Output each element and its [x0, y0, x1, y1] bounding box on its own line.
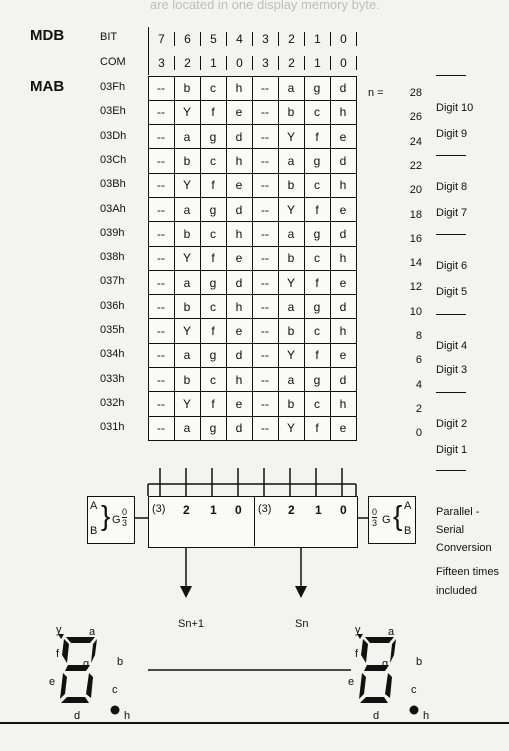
- mab-address: 033h: [100, 372, 125, 385]
- com-header-cell: 0: [331, 56, 357, 70]
- table-cell: c: [304, 246, 331, 271]
- table-cell: --: [148, 246, 175, 271]
- table-cell: --: [148, 76, 175, 101]
- seg-label-y: y: [355, 624, 361, 636]
- fraction-top: 0: [122, 507, 128, 517]
- table-cell: Y: [174, 246, 201, 271]
- bit-header-cell: 1: [305, 32, 331, 46]
- segment-h-right: [410, 706, 419, 715]
- right-gate-g: G: [382, 514, 391, 526]
- segment-c-right: [385, 673, 392, 698]
- com-header-cell: 2: [175, 56, 201, 70]
- table-cell: f: [200, 173, 227, 198]
- digit-2-label: Digit 2: [436, 418, 468, 430]
- table-cell: h: [330, 391, 357, 416]
- n-value: 22: [409, 159, 422, 172]
- seg-label-f: f: [56, 648, 60, 660]
- table-cell: b: [278, 173, 305, 198]
- table-cell: Y: [174, 100, 201, 125]
- table-cell: a: [174, 124, 201, 149]
- table-cell: c: [200, 76, 227, 101]
- table-cell: d: [330, 294, 357, 319]
- table-cell: f: [304, 197, 331, 222]
- table-cell: c: [304, 100, 331, 125]
- digit-1-label: Digit 1: [436, 444, 468, 456]
- table-cell: --: [148, 294, 175, 319]
- seg-label-c: c: [112, 684, 118, 696]
- table-cell: f: [200, 246, 227, 271]
- note-fifteen: Fifteen times: [436, 566, 499, 578]
- output-sn-plus-1: Sn+1: [178, 618, 204, 630]
- fraction-top: 0: [372, 507, 378, 517]
- table-cell: g: [304, 294, 331, 319]
- n-equals-label: n =: [368, 87, 384, 99]
- table-cell: c: [304, 173, 331, 198]
- table-cell: --: [252, 416, 279, 441]
- left-gate-g: G: [112, 514, 121, 526]
- table-cell: f: [304, 343, 331, 368]
- segment-b-left: [91, 639, 97, 663]
- table-cell: h: [226, 76, 253, 101]
- table-cell: c: [200, 367, 227, 392]
- table-cell: --: [148, 197, 175, 222]
- table-cell: b: [278, 246, 305, 271]
- table-cell: a: [174, 416, 201, 441]
- table-cell: b: [174, 76, 201, 101]
- table-cell: g: [200, 124, 227, 149]
- table-cell: --: [252, 100, 279, 125]
- table-cell: d: [330, 148, 357, 173]
- table-cell: c: [200, 221, 227, 246]
- seg-label-d: d: [373, 710, 380, 722]
- table-cell: --: [148, 318, 175, 343]
- table-cell: --: [252, 76, 279, 101]
- table-cell: e: [226, 318, 253, 343]
- table-cell: --: [252, 391, 279, 416]
- table-cell: Y: [278, 416, 305, 441]
- left-gate-fraction: [122, 507, 127, 528]
- table-cell: Y: [278, 124, 305, 149]
- right-gate-brace: {: [393, 500, 403, 531]
- fraction-bottom: 3: [122, 518, 128, 528]
- table-cell: b: [278, 318, 305, 343]
- table-cell: Y: [278, 343, 305, 368]
- table-cell: f: [200, 391, 227, 416]
- left-gate-input-a: A: [90, 500, 98, 512]
- table-cell: e: [330, 343, 357, 368]
- table-cell: g: [304, 367, 331, 392]
- table-cell: e: [226, 173, 253, 198]
- bottom-rule: [0, 722, 509, 724]
- segment-f-left: [62, 639, 69, 663]
- header-text: are located in one display memory byte.: [150, 0, 380, 12]
- table-cell: c: [304, 318, 331, 343]
- table-cell: g: [304, 76, 331, 101]
- table-cell: h: [330, 246, 357, 271]
- mab-address: 03Ch: [100, 153, 127, 166]
- segment-e-right: [359, 673, 366, 699]
- table-cell: d: [226, 124, 253, 149]
- segment-c-left: [86, 673, 93, 698]
- seven-segment-digit-right: [337, 628, 457, 723]
- table-cell: f: [304, 124, 331, 149]
- table-cell: g: [200, 270, 227, 295]
- com-header-cell: 3: [149, 56, 175, 70]
- table-cell: Y: [278, 270, 305, 295]
- table-cell: d: [226, 197, 253, 222]
- table-cell: d: [226, 343, 253, 368]
- n-value: 24: [409, 135, 422, 148]
- right-gate-input-b: B: [404, 525, 412, 537]
- table-cell: c: [200, 148, 227, 173]
- segment-d-right: [360, 697, 388, 703]
- table-cell: a: [278, 76, 305, 101]
- table-cell: a: [278, 294, 305, 319]
- table-cell: g: [200, 197, 227, 222]
- digit-6-label: Digit 6: [436, 260, 468, 272]
- mab-address: 036h: [100, 299, 125, 312]
- mab-address: 03Bh: [100, 178, 126, 191]
- note-included: included: [436, 585, 477, 597]
- fraction-bottom: 3: [372, 518, 378, 528]
- table-cell: --: [252, 367, 279, 392]
- bit-header-cell: 0: [331, 32, 357, 46]
- seg-label-h: h: [124, 710, 131, 722]
- segment-f-right: [361, 639, 368, 663]
- table-cell: e: [330, 197, 357, 222]
- table-cell: e: [330, 270, 357, 295]
- com-header-cell: 3: [253, 56, 279, 70]
- note-conversion: Conversion: [436, 542, 492, 554]
- n-value: 20: [409, 184, 422, 197]
- mab-address: 038h: [100, 251, 125, 264]
- table-cell: --: [148, 391, 175, 416]
- note-parallel: Parallel -: [436, 506, 480, 518]
- digit-3-label: Digit 3: [436, 364, 468, 376]
- seg-label-e: e: [49, 676, 56, 688]
- mab-address: 03Dh: [100, 129, 127, 142]
- left-gate-input-b: B: [90, 525, 98, 537]
- table-cell: b: [278, 391, 305, 416]
- n-value: 28: [409, 87, 422, 99]
- table-cell: --: [252, 318, 279, 343]
- table-cell: d: [330, 221, 357, 246]
- bit-header-cell: 4: [227, 32, 253, 46]
- register-bit: (3): [152, 503, 166, 515]
- table-cell: --: [252, 197, 279, 222]
- bit-header-cell: 7: [149, 32, 175, 46]
- bit-header-cell: 3: [253, 32, 279, 46]
- seg-label-a: a: [89, 626, 96, 638]
- bit-label: BIT: [100, 31, 118, 43]
- table-cell: --: [252, 221, 279, 246]
- table-cell: --: [148, 343, 175, 368]
- table-cell: b: [278, 100, 305, 125]
- seg-label-b: b: [117, 656, 124, 668]
- n-value: 10: [409, 305, 422, 318]
- table-cell: c: [304, 391, 331, 416]
- table-cell: Y: [278, 197, 305, 222]
- table-cell: a: [174, 270, 201, 295]
- seg-label-h: h: [423, 710, 430, 722]
- table-cell: --: [252, 294, 279, 319]
- table-cell: --: [148, 270, 175, 295]
- com-header-cell: 0: [227, 56, 253, 70]
- mab-address: 039h: [100, 226, 125, 239]
- n-value: 16: [409, 232, 422, 245]
- table-cell: b: [174, 148, 201, 173]
- n-value: 8: [415, 330, 422, 342]
- seg-label-c: c: [411, 684, 417, 696]
- seven-segment-digit-left: [38, 628, 158, 723]
- segment-h-left: [111, 706, 120, 715]
- table-cell: --: [148, 221, 175, 246]
- table-cell: f: [200, 318, 227, 343]
- table-cell: --: [148, 173, 175, 198]
- right-gate-fraction: [372, 507, 377, 528]
- table-cell: --: [252, 124, 279, 149]
- table-cell: h: [226, 367, 253, 392]
- register-bit: 1: [315, 503, 322, 517]
- table-cell: h: [226, 294, 253, 319]
- register-bit: 0: [340, 503, 347, 517]
- seg-label-b: b: [416, 656, 423, 668]
- table-cell: h: [330, 100, 357, 125]
- mab-label: MAB: [30, 78, 65, 95]
- bit-header-cell: 5: [201, 32, 227, 46]
- table-cell: f: [200, 100, 227, 125]
- mab-address: 037h: [100, 275, 125, 288]
- table-cell: g: [200, 416, 227, 441]
- digit-7-label: Digit 7: [436, 207, 468, 219]
- bit-header-cell: 6: [175, 32, 201, 46]
- table-cell: b: [174, 294, 201, 319]
- n-value: 18: [409, 208, 422, 221]
- mab-address: 03Eh: [100, 105, 126, 118]
- mab-address: 031h: [100, 421, 125, 434]
- table-cell: d: [330, 367, 357, 392]
- table-cell: a: [174, 343, 201, 368]
- table-cell: h: [226, 221, 253, 246]
- seg-label-f: f: [355, 648, 359, 660]
- register-bit: (3): [258, 503, 272, 515]
- n-value: 4: [415, 378, 422, 391]
- table-cell: e: [330, 124, 357, 149]
- table-cell: d: [226, 416, 253, 441]
- com-label: COM: [100, 56, 126, 68]
- table-cell: g: [304, 221, 331, 246]
- mab-address: 034h: [100, 348, 125, 361]
- left-gate-brace: }: [101, 500, 111, 531]
- table-cell: Y: [174, 391, 201, 416]
- seg-label-d: d: [74, 710, 81, 722]
- mab-address: 032h: [100, 396, 125, 409]
- bit-header-cell: 2: [279, 32, 305, 46]
- n-value: 2: [415, 402, 422, 415]
- table-cell: --: [252, 148, 279, 173]
- right-gate-input-a: A: [404, 500, 412, 512]
- n-value: 14: [409, 257, 422, 270]
- seg-label-a: a: [388, 626, 395, 638]
- digit-8-label: Digit 8: [436, 181, 468, 193]
- n-value: 26: [409, 111, 422, 124]
- table-cell: --: [252, 173, 279, 198]
- table-cell: e: [330, 416, 357, 441]
- n-value: 6: [415, 354, 422, 367]
- table-cell: h: [330, 173, 357, 198]
- table-cell: --: [252, 270, 279, 295]
- register-divider: [254, 496, 255, 546]
- mdb-label: MDB: [30, 27, 65, 44]
- table-cell: b: [174, 367, 201, 392]
- mab-address: 03Fh: [100, 81, 126, 93]
- table-cell: d: [226, 270, 253, 295]
- table-cell: a: [174, 197, 201, 222]
- table-cell: --: [148, 124, 175, 149]
- table-cell: --: [148, 148, 175, 173]
- table-cell: Y: [174, 173, 201, 198]
- output-sn: Sn: [295, 618, 309, 630]
- shift-register: [148, 496, 358, 548]
- table-cell: e: [226, 100, 253, 125]
- table-cell: a: [278, 221, 305, 246]
- mab-address: 03Ah: [100, 202, 126, 215]
- table-cell: e: [226, 391, 253, 416]
- table-cell: f: [304, 416, 331, 441]
- table-cell: h: [330, 318, 357, 343]
- com-header-cell: 1: [305, 56, 331, 70]
- table-cell: e: [226, 246, 253, 271]
- table-cell: h: [226, 148, 253, 173]
- register-bit: 2: [288, 503, 295, 517]
- com-header-cell: 1: [201, 56, 227, 70]
- digit-5-label: Digit 5: [436, 286, 468, 298]
- register-bit: 0: [235, 503, 242, 517]
- table-cell: a: [278, 367, 305, 392]
- seg-label-y: y: [56, 624, 62, 636]
- table-cell: d: [330, 76, 357, 101]
- table-cell: a: [278, 148, 305, 173]
- table-cell: c: [200, 294, 227, 319]
- table-cell: --: [252, 246, 279, 271]
- segment-e-left: [60, 673, 67, 699]
- table-cell: --: [148, 100, 175, 125]
- table-cell: --: [148, 416, 175, 441]
- seg-label-g: g: [382, 658, 389, 670]
- n-value: 12: [409, 281, 422, 294]
- table-cell: g: [304, 148, 331, 173]
- n-value: 0: [415, 427, 422, 440]
- seg-label-g: g: [83, 658, 90, 670]
- digit-9-label: Digit 9: [436, 128, 468, 140]
- register-bit: 1: [210, 503, 217, 517]
- table-cell: --: [148, 367, 175, 392]
- com-header-cell: 2: [279, 56, 305, 70]
- table-cell: g: [200, 343, 227, 368]
- digit-4-label: Digit 4: [436, 340, 468, 352]
- table-cell: f: [304, 270, 331, 295]
- table-cell: Y: [174, 318, 201, 343]
- register-bit: 2: [183, 503, 190, 517]
- segment-d-left: [61, 697, 89, 703]
- segment-b-right: [390, 639, 396, 663]
- seg-label-e: e: [348, 676, 355, 688]
- note-serial: Serial: [436, 524, 465, 536]
- digit-10-label: Digit 10: [436, 102, 474, 114]
- table-cell: --: [252, 343, 279, 368]
- table-cell: b: [174, 221, 201, 246]
- mab-address: 035h: [100, 324, 125, 336]
